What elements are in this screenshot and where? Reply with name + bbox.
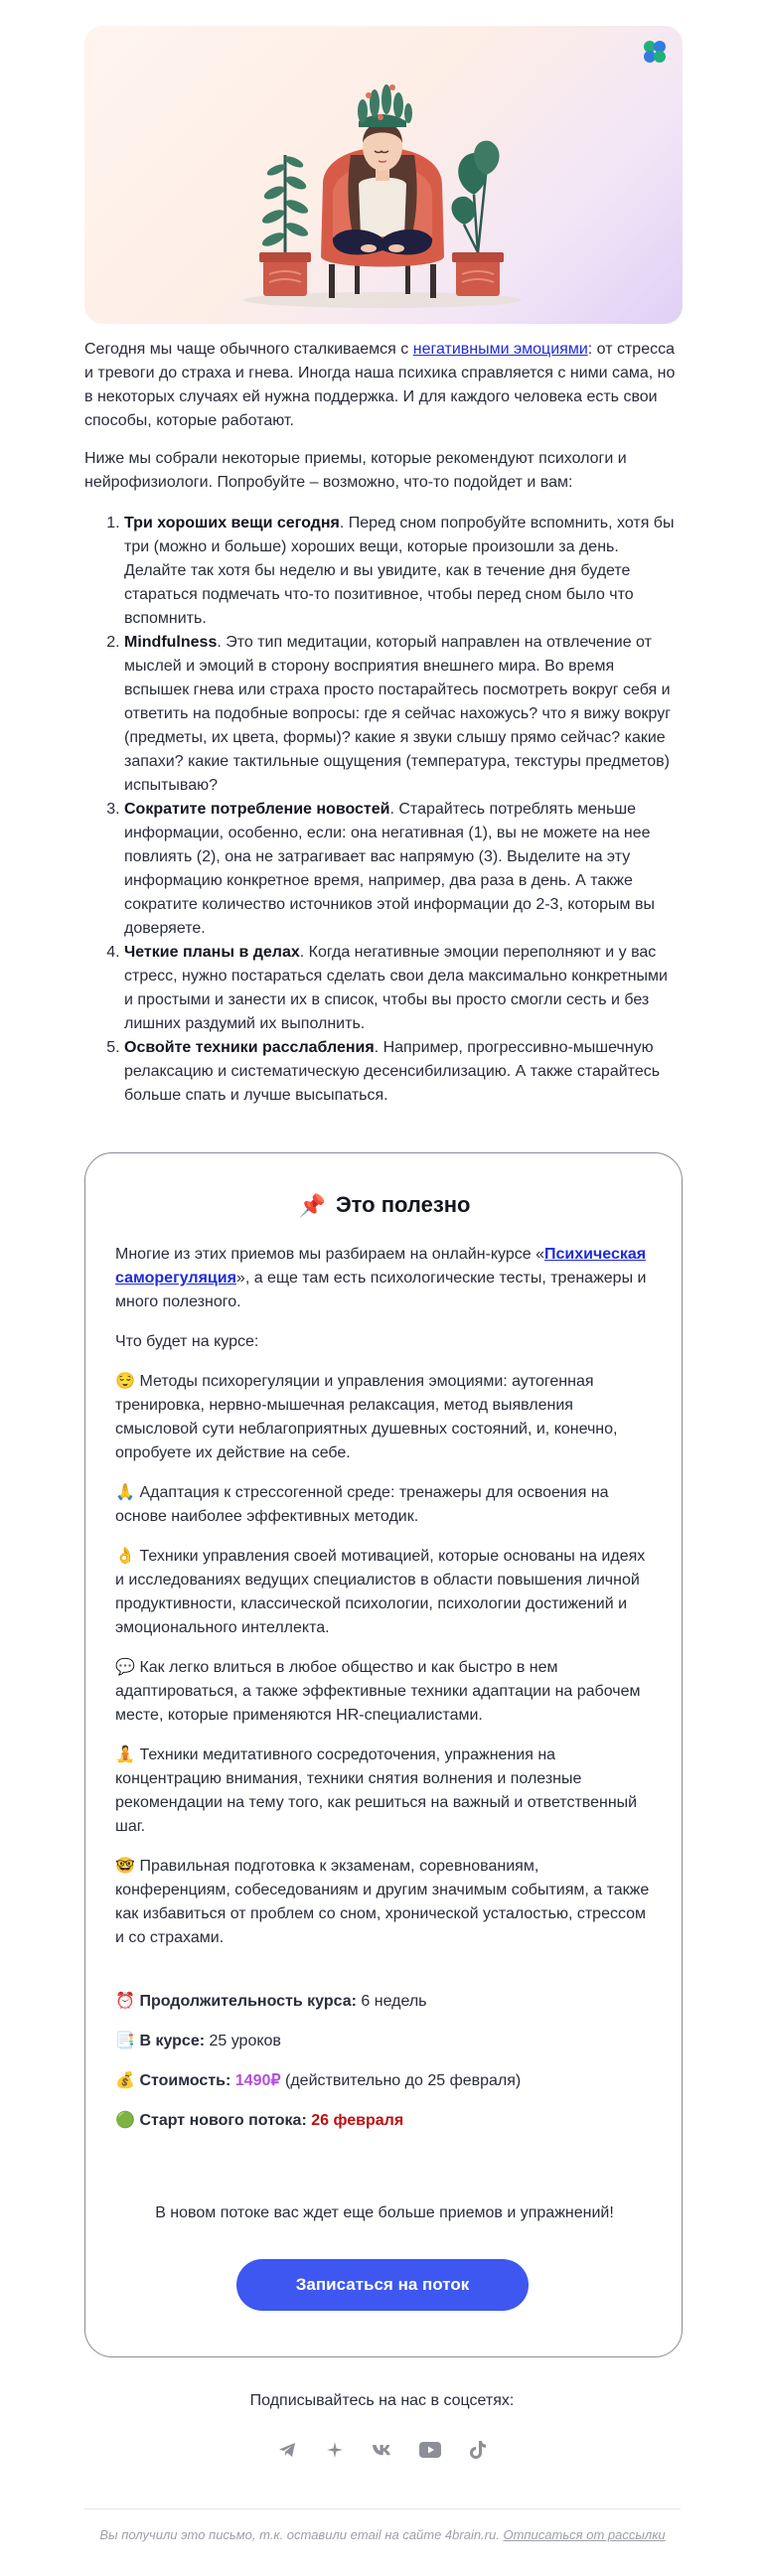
tip-item: 1. Три хороших вещи сегодня. Перед сном попробуйте вспомнить, хотя бы три (можно и больше) хороших вещи, которые произошли за день. Делайте так хотя бы неделю и вы увидите, как в течение дня будете стараться подмечать что-то позитивное, чтобы перед сном было что вспомнить. [124,512,681,631]
course-info [115,1990,656,2133]
tips-section [84,512,681,1108]
tip-item: 2. Mindfulness. Это тип медитации, который направлен на отвлечение от мыслей и эмоций в сторону восприятия внешнего мира. Во время вспышек гнева или страха просто постарайтесь посмотреть вокруг себя и ответить на подобные вопросы: где я сейчас нахожусь? что я вижу вокруг (предметы, их цвета, формы)? какие я звуки слышу прямо сейчас? какие запахи? какие тактильные ощущения (температура, текстуры предметов) испытываю? [124,631,681,798]
negative-emotions-link[interactable]: негативными эмоциями [412,341,588,358]
ok-hand-icon: 👌 [115,1548,135,1565]
green-circle-icon: 🟢 [115,2112,135,2129]
course-promo-card [84,1152,683,2357]
price-row: 💰 Стоимость: 1490₽ (действительно до 25 февраля) [115,2069,656,2093]
footer: Вы получили это письмо, т.к. оставили email на сайте 4brain.ru. Отписаться от рассылки [99,2527,666,2542]
enroll-button[interactable]: Записаться на поток [236,2259,529,2311]
card-body [115,1243,656,2149]
cta-note: В новом потоке вас ждет еще больше приемов и упражнений! [155,2204,614,2221]
feature-item: 🤓 Правильная подготовка к экзаменам, соревнованиям, конференциям, собеседованиям и другим значимым событиям, а также как избавиться от проблем со сном, хронической усталостью, стрессом и со страхами. [115,1855,656,1950]
tips-list [84,512,681,1108]
price-value: 1490₽ [234,2072,281,2089]
social-links [0,2439,764,2461]
card-title: 📌 Это полезно [85,1185,684,1226]
start-date: 26 февраля [311,2112,404,2129]
lessons-row: 📑 В курсе: 25 уроков [115,2030,656,2053]
relieved-face-icon: 😌 [115,1373,135,1390]
unsubscribe-link[interactable]: Отписаться от рассылки [503,2527,666,2542]
tip-item: 4. Четкие планы в делах. Когда негативные эмоции переполняют и у вас стресс, нужно постараться сделать свои дела максимально конкретными и простыми и занести их в список, чтобы вы просто смогли сесть и без лишних раздумий их выполнить. [124,941,681,1036]
intro-paragraph-2: Ниже мы собрали некоторые приемы, которые рекомендуют психологи и нейрофизиологи. Попробуйте – возможно, что-то подойдет и вам: [84,450,627,491]
vk-icon[interactable] [372,2439,393,2461]
money-bag-icon: 💰 [115,2072,135,2089]
speech-bubble-icon: 💬 [115,1659,135,1676]
bookmark-tabs-icon: 📑 [115,2033,135,2049]
folded-hands-icon: 🙏 [115,1484,135,1501]
feature-item: 👌 Техники управления своей мотивацией, которые основаны на идеях и исследованиях ведущих специалистов в области повышения личной продуктивности, классической психологии, психологии достижений и эмоционального интеллекта. [115,1545,656,1640]
social-title: Подписывайтесь на нас в соцсетях: [249,2392,515,2409]
meditation-icon: 🧘 [115,1746,135,1763]
brand-logo-icon [641,38,669,66]
alarm-clock-icon: ⏰ [115,1993,135,2010]
intro-paragraph-1: Сегодня мы чаще обычного сталкиваемся с негативными эмоциями: от стресса и тревоги до страха и гнева. Иногда наша психика справляется с ними сама, но в некоторых случаях ей нужна поддержка. И для каждого человека есть свои способы, которые работают. [84,341,676,429]
feature-item: 💬 Как легко влиться в любое общество и как быстро в нем адаптироваться, а также эффективные техники адаптации на рабочем месте, которые применяются HR-специалистами. [115,1656,656,1728]
tip-item: 5. Освойте техники расслабления. Например, прогрессивно-мышечную релаксацию и систематическую десенсибилизацию. А также старайтесь больше спать и лучше высыпаться. [124,1036,681,1108]
right-plant [451,141,504,296]
hero-illustration [84,26,683,324]
sparkle-icon[interactable] [324,2439,346,2461]
start-row: 🟢 Старт нового потока: 26 февраля [115,2109,656,2133]
feature-item: 🧘 Техники медитативного сосредоточения, упражнения на концентрацию внимания, техники снятия волнения и полезные рекомендации на тему того, как решиться на важный и ответственный шаг. [115,1743,656,1839]
pushpin-icon: 📌 [298,1193,326,1219]
feature-item: 😌 Методы психорегуляции и управления эмоциями: аутогенная тренировка, нервно-мышечная релаксация, метод выявления смысловой сути неблагоприятных душевных состояний, и, конечно, опробуете их действие на себе. [115,1370,656,1465]
tiktok-icon[interactable] [467,2439,489,2461]
course-link[interactable]: Психическая саморегуляция [115,1246,647,1287]
meditating-woman-illustration [84,26,683,324]
intro-text [84,338,681,509]
duration-row: ⏰ Продолжительность курса: 6 недель [115,1990,656,2014]
nerd-face-icon: 🤓 [115,1858,135,1875]
left-plant [259,154,311,296]
course-list-heading: Что будет на курсе: [115,1333,259,1350]
footer-divider [84,2508,681,2509]
plant-crown [358,84,412,127]
youtube-icon[interactable] [419,2439,441,2461]
tip-item: 3. Сократите потребление новостей. Старайтесь потреблять меньше информации, особенно, если: она негативная (1), вы не можете на нее повлиять (2), она не затрагивает вас напрямую (3). Выделите на эту информацию конкретное время, например, два раза в день. А также сократите количество источников этой информации до 2-3, которым вы доверяете. [124,798,681,941]
feature-item: 🙏 Адаптация к стрессогенной среде: тренажеры для освоения на основе наиболее эффективных методик. [115,1481,656,1529]
telegram-icon[interactable] [276,2439,298,2461]
course-intro: Многие из этих приемов мы разбираем на онлайн-курсе «Психическая саморегуляция», а еще там есть психологические тесты, тренажеры и много полезного. [115,1246,647,1310]
